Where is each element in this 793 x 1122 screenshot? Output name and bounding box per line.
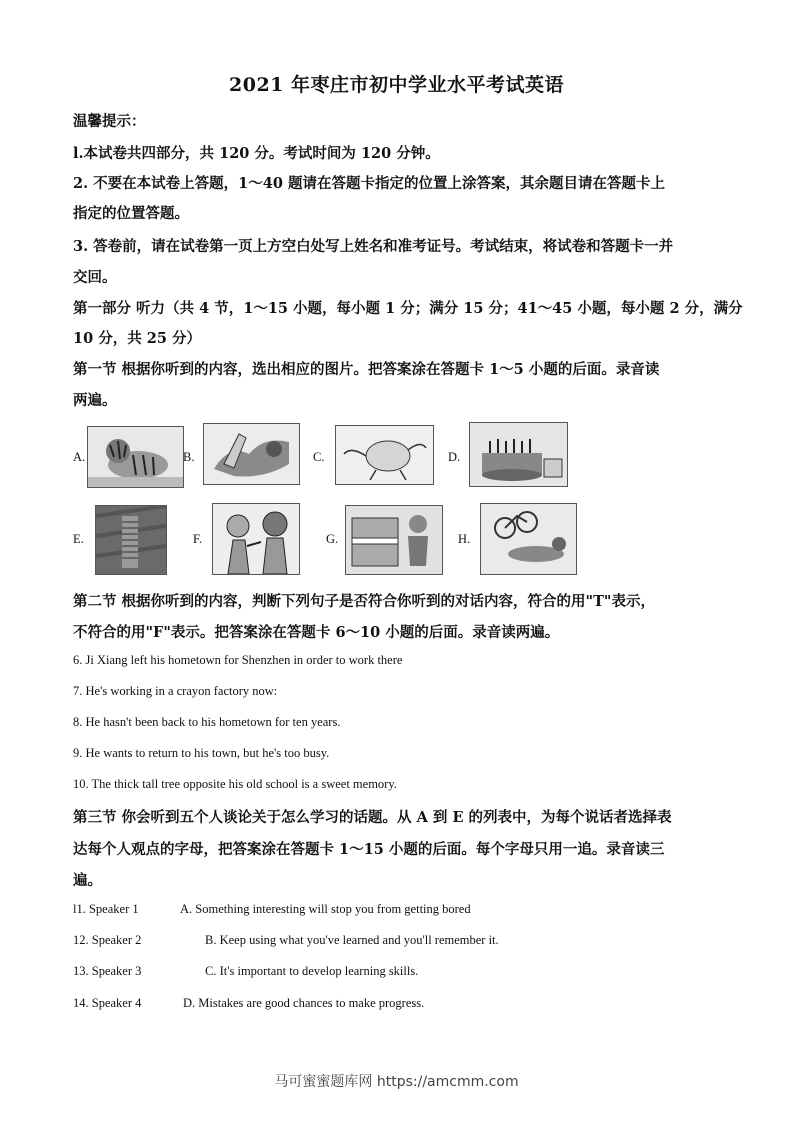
statement-10: 10. The thick tall tree opposite his old school is a sweet memory. [73,777,397,791]
notice-item-2-cont: 指定的位置答题。 [73,205,189,222]
zipper-picture [95,505,167,575]
birthday-cake-picture [469,422,568,487]
part1-heading: 第一部分 听力（共 4 节，1～15 小题，每小题 1 分；满分 15 分；41～45 小题，每小题 2 分，满分 [73,300,743,317]
tiger-picture [87,426,184,488]
site-watermark-link[interactable]: 马可蜜蜜题库网 https://amcmm.com [274,1074,519,1090]
section1-instructions-cont: 两遍。 [73,392,117,409]
section3-instructions-end: 遍。 [73,872,102,889]
speaker-option-b: B. Keep using what you've learned and you'll remember it. [205,933,499,947]
piano-player-picture [345,505,443,575]
arguing-people-picture [212,503,300,575]
section3-instructions-cont: 达每个人观点的字母，把答案涂在答题卡 1～15 小题的后面。每个字母只用一追。录音读三 [73,841,665,858]
page-title: 2021 年枣庄市初中学业水平考试英语 [229,74,564,96]
speaker-1-label: l1. Speaker 1 [73,902,139,916]
option-g-label: G. [326,532,339,546]
hands-picture [203,423,300,485]
option-a-label: A. [73,450,86,464]
option-f-label: F. [193,532,203,546]
section2-instructions: 第二节 根据你听到的内容，判断下列句子是否符合你听到的对话内容，符合的用"T"表示， [73,593,655,610]
speaker-option-d: D. Mistakes are good chances to make progress. [183,996,425,1010]
option-h-label: H. [458,532,471,546]
option-d-label: D. [448,450,461,464]
speaker-3-label: 13. Speaker 3 [73,964,142,978]
notice-item-3: 3. 答卷前，请在试卷第一页上方空白处写上姓名和准考证号。考试结束，将试卷和答题卡一并 [73,238,674,255]
section1-instructions: 第一节 根据你听到的内容，选出相应的图片。把答案涂在答题卡 1～5 小题的后面。录音读 [73,361,660,378]
section2-instructions-cont: 不符合的用"F"表示。把答案涂在答题卡 6～10 小题的后面。录音读两遍。 [73,624,560,641]
notice-item-3-cont: 交回。 [73,269,117,286]
statement-9: 9. He wants to return to his town, but he's too busy. [73,746,330,760]
statement-6: 6. Ji Xiang left his hometown for Shenzhen in order to work there [73,653,403,667]
statement-8: 8. He hasn't been back to his hometown for ten years. [73,715,341,729]
option-b-label: B. [183,450,195,464]
statement-7: 7. He's working in a crayon factory now: [73,684,278,698]
option-e-label: E. [73,532,84,546]
bicycle-accident-picture [480,503,577,575]
section3-instructions: 第三节 你会听到五个人谈论关于怎么学习的话题。从 A 到 E 的列表中，为每个说话者选择表 [73,809,672,826]
speaker-2-label: 12. Speaker 2 [73,933,142,947]
speaker-option-c: C. It's important to develop learning skills. [205,964,419,978]
notice-item-1: l.本试卷共四部分，共 120 分。考试时间为 120 分钟。 [73,145,440,162]
speaker-option-a: A. Something interesting will stop you from getting bored [180,902,471,916]
speaker-4-label: 14. Speaker 4 [73,996,142,1010]
option-c-label: C. [313,450,325,464]
notice-item-2: 2. 不要在本试卷上答题，1～40 题请在答题卡指定的位置上涂答案，其余题目请在答题卡上 [73,175,665,192]
cooked-chicken-picture [335,425,434,485]
notice-heading: 温馨提示： [73,113,146,130]
part1-heading-cont: 10 分，共 25 分） [73,330,202,347]
